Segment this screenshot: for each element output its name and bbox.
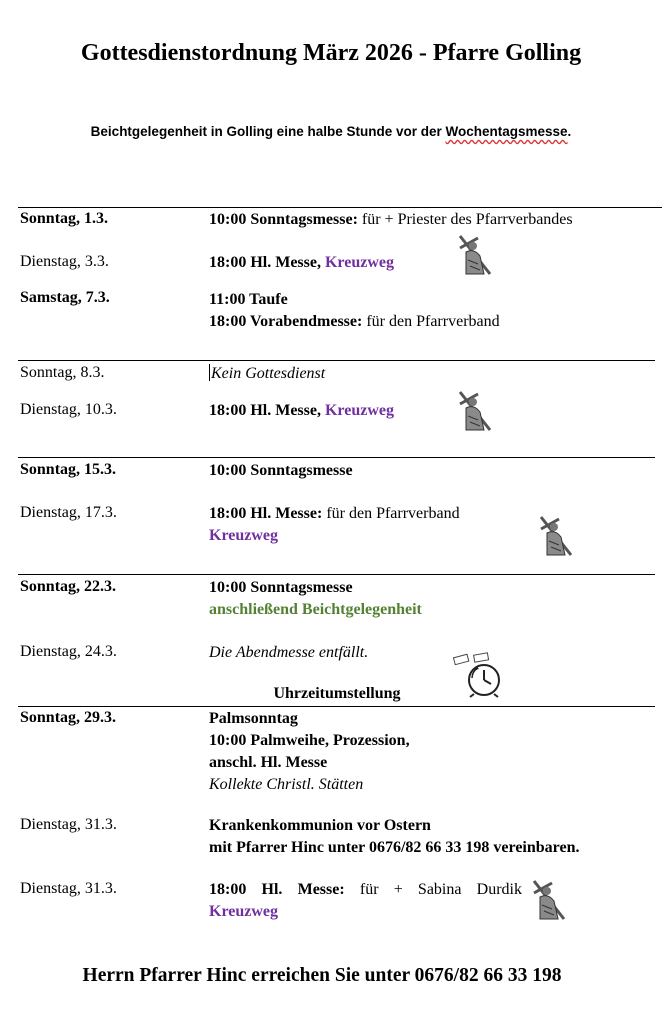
entry-date: Sonntag, 15.3.	[20, 461, 117, 478]
service-title: Krankenkommunion vor Ostern	[209, 817, 431, 834]
entry-description	[209, 815, 579, 859]
kreuzweg-label: Kreuzweg	[324, 254, 394, 271]
service-note: Die Abendmesse entfällt.	[209, 644, 369, 661]
kreuzweg-label: Kreuzweg	[324, 402, 394, 419]
service-intention: für + Priester des Pfarrverbandes	[357, 211, 573, 228]
contact-footer: Herrn Pfarrer Hinc erreichen Sie unter 0676/82 66 33 198	[82, 965, 562, 986]
service-line	[209, 503, 460, 525]
entry-date: Dienstag, 3.3.	[20, 253, 109, 270]
entry-description	[209, 363, 325, 385]
entry-date: Dienstag, 24.3.	[20, 643, 117, 660]
service-time: 10:00 Sonntagsmesse:	[209, 211, 358, 228]
section-divider	[18, 574, 655, 575]
section-divider	[18, 457, 655, 458]
jesus-carrying-cross-icon	[456, 390, 494, 434]
kreuzweg-label: Kreuzweg	[209, 903, 279, 920]
service-time: 18:00 Vorabendmesse:	[209, 313, 363, 330]
service-note: Kein Gottesdienst	[211, 365, 326, 382]
entry-date: Sonntag, 8.3.	[20, 364, 105, 381]
clock-change-icon	[452, 652, 510, 698]
service-time: 18:00 Hl. Messe:	[209, 505, 323, 522]
entry-description	[209, 577, 422, 621]
service-line	[209, 879, 522, 901]
service-time: 10:00 Sonntagsmesse	[209, 579, 353, 596]
service-time: 11:00 Taufe	[209, 291, 288, 308]
entry-description	[209, 642, 368, 664]
time-change-note: Uhrzeitumstellung	[273, 685, 401, 702]
entry-date: Sonntag, 22.3.	[20, 578, 117, 595]
confession-note	[0, 124, 662, 139]
service-time: 18:00 Hl. Messe:	[209, 881, 345, 898]
service-line: mit Pfarrer Hinc unter 0676/82 66 33 198 vereinbaren.	[209, 839, 580, 856]
jesus-carrying-cross-icon	[537, 515, 575, 559]
service-line: anschl. Hl. Messe	[209, 754, 328, 771]
section-divider	[18, 360, 655, 361]
entry-description	[209, 400, 394, 422]
service-time: 18:00 Hl. Messe,	[209, 402, 325, 419]
text-cursor	[209, 364, 210, 381]
entry-description	[209, 289, 500, 333]
entry-description	[209, 209, 573, 231]
collection-note: Kollekte Christl. Stätten	[209, 776, 364, 793]
confession-label: anschließend Beichtgelegenheit	[209, 601, 422, 618]
entry-date: Sonntag, 1.3.	[20, 210, 109, 227]
service-time: 10:00 Palmweihe, Prozession,	[209, 732, 410, 749]
entry-description	[209, 252, 394, 274]
jesus-carrying-cross-icon	[530, 879, 568, 923]
confession-note-period: .	[567, 124, 572, 139]
entry-date: Dienstag, 10.3.	[20, 401, 117, 418]
confession-note-text: Beichtgelegenheit in Golling eine halbe Stunde vor der	[90, 124, 446, 139]
entry-description	[209, 879, 522, 923]
entry-date: Samstag, 7.3.	[20, 289, 110, 306]
service-intention: für den Pfarrverband	[322, 505, 460, 522]
jesus-carrying-cross-icon	[456, 234, 494, 278]
service-intention: für + Sabina Durdik	[344, 881, 522, 898]
entry-description	[209, 460, 353, 482]
section-divider	[18, 207, 662, 208]
spellcheck-marked-word: Wochentagsmesse	[445, 124, 568, 139]
entry-date: Dienstag, 31.3.	[20, 816, 117, 833]
kreuzweg-label: Kreuzweg	[209, 527, 279, 544]
entry-date: Sonntag, 29.3.	[20, 709, 117, 726]
entry-date: Dienstag, 17.3.	[20, 504, 117, 521]
section-divider	[18, 706, 655, 707]
service-intention: für den Pfarrverband	[362, 313, 500, 330]
entry-description	[209, 708, 410, 796]
entry-description	[209, 503, 460, 547]
service-time: 10:00 Sonntagsmesse	[209, 462, 353, 479]
entry-date: Dienstag, 31.3.	[20, 880, 117, 897]
service-title: Palmsonntag	[209, 710, 298, 727]
service-line	[209, 311, 500, 333]
service-time: 18:00 Hl. Messe,	[209, 254, 325, 271]
page-title: Gottesdienstordnung März 2026 - Pfarre Golling	[80, 40, 582, 66]
